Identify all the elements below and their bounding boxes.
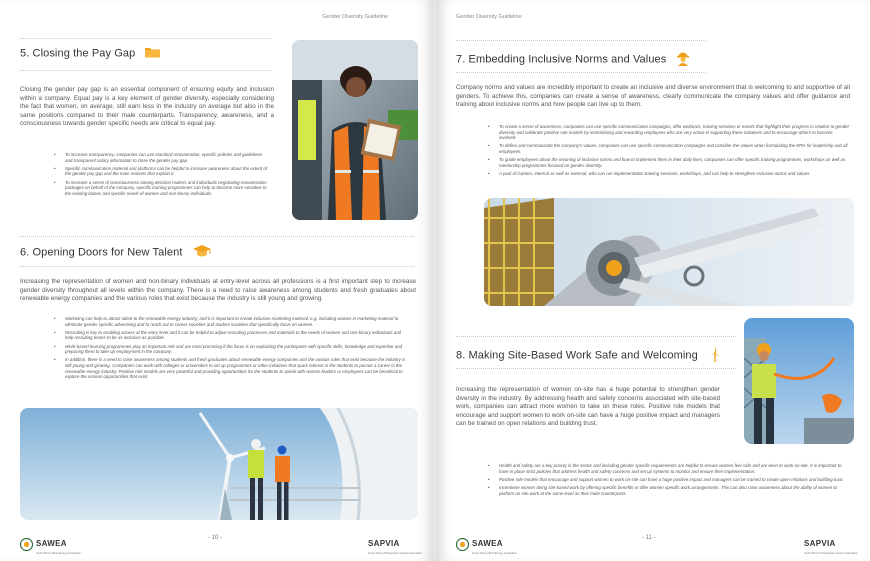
- left-page: [0, 0, 434, 561]
- divider: [20, 236, 414, 237]
- section-7-bullets: [488, 124, 850, 179]
- running-head: Gender Diversity Guideline: [456, 14, 522, 20]
- sawea-logo: [456, 533, 517, 555]
- page-number: - 11 -: [642, 535, 656, 541]
- page-number: - 10 -: [208, 535, 223, 541]
- section-6-paragraph: Increasing the representation of women and non-binary individuals at entry-level across all professions is a first important step to increase gender diversity throughout all levels within the company. There is a need to raise awareness among students and fresh graduates about renewable energy companies and the various roles that exist because the industry is still young and growing.: [20, 278, 416, 303]
- sapvia-logo: [804, 533, 858, 555]
- list-item: • To increase a sense of consciousness among decision makers and individuals negotiating remuneration packages on behalf of the company, specific training programmes can help to become more sensitive to the existing biases and specific needs of women and non-binary individuals.: [54, 180, 268, 197]
- section-7-title: [456, 50, 690, 69]
- section-8-bullets: [488, 463, 852, 499]
- wind-turbine-workers-photo: [20, 408, 418, 520]
- section-5-title: [20, 46, 161, 61]
- section-6-title: [20, 244, 212, 261]
- sapvia-logo: [368, 533, 422, 555]
- section-6-title-text: 6. Opening Doors for New Talent: [20, 246, 183, 259]
- divider: [456, 336, 736, 337]
- turbine-hub-photo: [484, 198, 854, 306]
- sawea-logo-subtitle: South African Wind Energy Association: [472, 552, 517, 555]
- climber-worker-photo: [744, 318, 854, 444]
- sawea-logo: [20, 533, 81, 555]
- list-item: • Positive role models that encourage and support women to work on-site can have a huge positive impact and managers can be trained to create open relations and building trust.: [488, 477, 852, 483]
- list-item: • Specific communication material and platforms can be helpful to increase awareness about the extent of the gender pay gap and the main reasons that explain it.: [54, 166, 268, 177]
- section-8-title: [456, 346, 723, 365]
- graduation-cap-icon: [192, 244, 212, 261]
- list-item: • To increase transparency, companies can use standard remuneration, specific policies and guidelines and transparent salary information to close the gender pay gap.: [54, 152, 268, 163]
- sawea-logo-word: SAWEA: [472, 539, 503, 548]
- sawea-logo-icon: [456, 538, 469, 551]
- section-8-title-text: 8. Making Site-Based Work Safe and Welcoming: [456, 349, 698, 362]
- section-8-paragraph: Increasing the representation of women on-site has a huge potential to strengthen gender diversity in the industry. By addressing health and safety concerns associated with site-based work, companies can attract more women to take on these roles. Positive role models that encourage and support women to work on-site can have a huge positive impact and managers can be trained on open relations and building trust.: [456, 386, 720, 428]
- sapvia-logo-word: SAPVIA: [804, 539, 836, 548]
- list-item: • Marketing can help to attract talent to the renewable energy industry, and it is important to create inclusive marketing material, e.g. including women in marketing material to eliminate gender specific advertising and to reach out to career societies and student societies that specifically focus on women.: [54, 316, 410, 327]
- list-item: • To create a sense of awareness, companies can use specific communication campaigns, offer webinars, training sessions or events that highlight their progress in relation to gender diversity and celebrate positive role models by incentivising and rewarding employees who are very active in supporting these initiatives and to encourage others to become involved.: [488, 124, 850, 141]
- list-item: • A pool of trainers, internal as well as external, who can run implementation training sessions, workshops, and can help to strengthen inclusive norms and values.: [488, 171, 850, 177]
- list-item: • Recruiting is key to enabling access at the entry level and it can be helpful to adjust recruiting processes and materials to the needs of women and non-binary individuals and help recruiting teams to be as inclusive as possible.: [54, 330, 410, 341]
- list-item: • To define and communicate the company's values, companies can use specific communication campaigns and consider the values when formulating the KPIs for leadership and all employees.: [488, 143, 850, 154]
- section-7-paragraph: Company norms and values are incredibly important to create an inclusive and diverse environment that is welcoming to and supportive of all genders. To achieve this, companies can create a sense of awareness, clearly communicate the company values and offer guidance and training about inclusive norms and how people can live up to them.: [456, 84, 850, 109]
- sapvia-logo-subtitle: South African Photovoltaic Industry Association: [368, 552, 423, 555]
- list-item: • Work-based learning programmes play an important role and are most promising if the focus is on explaining the participants with specific skills, knowledge and expertise and preparing them to take up employment in the company.: [54, 344, 410, 355]
- divider: [20, 70, 272, 71]
- divider: [456, 40, 706, 41]
- list-item: • Incentivise women doing site-based work by offering specific benefits or offer women specific work arrangements. This can also raise awareness about the ability of women to perform on-site work at the same level as their male counterparts.: [488, 485, 852, 496]
- section-5-bullets: [54, 152, 268, 199]
- sapvia-logo-subtitle: South African Photovoltaic Industry Association: [804, 552, 859, 555]
- divider: [20, 38, 272, 39]
- sawea-logo-icon: [20, 538, 33, 551]
- divider: [456, 72, 706, 73]
- list-item: • In addition, there is a need to raise awareness among students and fresh graduates about renewable energy companies and the various roles that exist because the industry is still young and growing. Companies can work with colleges or universities to set up programmes or other initiatives that spark interest in the students to pursue a career in the renewable energy industry. Positive role models are very powerful and providing opportunities for the students to speak with women leaders or employees can be beneficial to explore the various opportunities that exist.: [54, 357, 410, 379]
- woman-engineer-photo: [292, 40, 418, 220]
- running-head: Gender Diversity Guideline: [322, 14, 388, 20]
- divider: [20, 266, 414, 267]
- sawea-logo-word: SAWEA: [36, 539, 67, 548]
- divider: [456, 368, 736, 369]
- list-item: • Health and safety are a key priority in the sector and including gender specific requirements are helpful to ensure women feel safe and are keen to work on-site. It is important to have in place strict policies that address health and safety concerns and set up systems to monitor and ensure their implementation.: [488, 463, 852, 474]
- section-6-bullets: [54, 316, 410, 382]
- sapvia-logo-word: SAPVIA: [368, 539, 400, 548]
- wind-turbine-icon: [707, 346, 723, 365]
- section-5-title-text: 5. Closing the Pay Gap: [20, 47, 136, 60]
- section-7-title-text: 7. Embedding Inclusive Norms and Values: [456, 53, 667, 66]
- right-page: [436, 0, 870, 561]
- list-item: • To guide employees about the meaning of inclusive norms and how to implement them in their daily lives, companies can offer specific training programmes, workshops as well as mentorship programmes focused on gender diversity.: [488, 157, 850, 168]
- section-5-paragraph: Closing the gender pay gap is an essential component of ensuring equity and inclusion within a company. Equal pay is a key element of gender diversity, especially considering the fact that women, on average, still earn less in the industry on average but also in the same positions compared to their male counterparts. Transparency, awareness, and a consciousness towards gender specific needs are critical to equal pay.: [20, 86, 274, 128]
- folder-icon: [144, 46, 161, 61]
- worker-icon: [676, 50, 690, 69]
- sawea-logo-subtitle: South African Wind Energy Association: [36, 552, 81, 555]
